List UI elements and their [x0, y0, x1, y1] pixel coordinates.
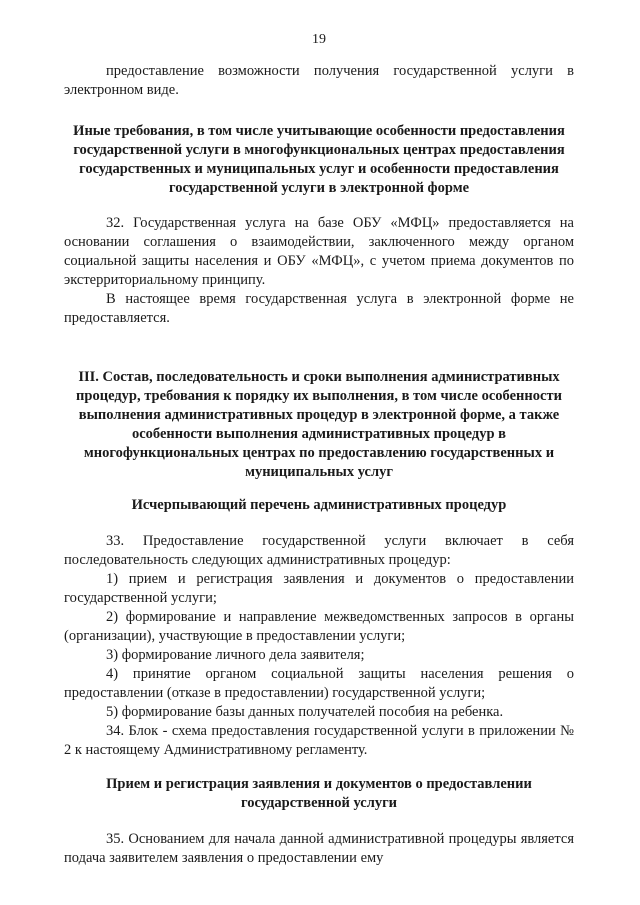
paragraph-33: 33. Предоставление государственной услуги включает в себя последовательность следующих административных процедур:	[64, 533, 574, 568]
page-number: 19	[312, 32, 326, 47]
heading-exhaustive-list: Исчерпывающий перечень административных процедур	[131, 497, 507, 513]
paragraph-35: 35. Основанием для начала данной административной процедуры является подача заявителем заявления о предоставлении ему	[64, 831, 574, 866]
heading-other-requirements: Иные требования, в том числе учитывающие особенности предоставления государственной услуги в многофункциональных центрах предоставления государственных и муниципальных услуг и особенности предоставления государственной услуги в электронной форме	[73, 123, 565, 196]
paragraph-34: 34. Блок - схема предоставления государственной услуги в приложении № 2 к настоящему Административному регламенту.	[64, 723, 574, 758]
list-item: 3) формирование личного дела заявителя;	[106, 647, 365, 663]
heading-reception-registration: Прием и регистрация заявления и документов о предоставлении государственной услуги	[106, 776, 532, 811]
paragraph-electronic-form: В настоящее время государственная услуга в электронной форме не предоставляется.	[64, 291, 574, 326]
list-item: 4) принятие органом социальной защиты населения решения о предоставлении (отказе в предоставлении) государственной услуги;	[64, 666, 574, 701]
list-item: 1) прием и регистрация заявления и документов о предоставлении государственной услуги;	[64, 571, 574, 606]
list-item: 5) формирование базы данных получателей пособия на ребенка.	[106, 704, 504, 720]
paragraph-32: 32. Государственная услуга на базе ОБУ «МФЦ» предоставляется на основании соглашения о взаимодействии, заключенного между органом социальной защиты населения и ОБУ «МФЦ», с учетом приема документов по экстерриториальному принципу.	[64, 215, 574, 288]
heading-section-3: III. Состав, последовательность и сроки выполнения административных процедур, требования к порядку их выполнения, в том числе особенности выполнения административных процедур в электронной форме, а также особенности выполнения административных процедур в многофункциональных центрах по предоставлению государственных и муниципальных услуг	[76, 369, 562, 480]
procedure-list	[64, 570, 574, 722]
document-page	[64, 30, 574, 868]
list-item: 2) формирование и направление межведомственных запросов в органы (организации), участвующие в предоставлении услуги;	[64, 609, 574, 644]
intro-paragraph: предоставление возможности получения государственной услуги в электронном виде.	[64, 63, 574, 98]
